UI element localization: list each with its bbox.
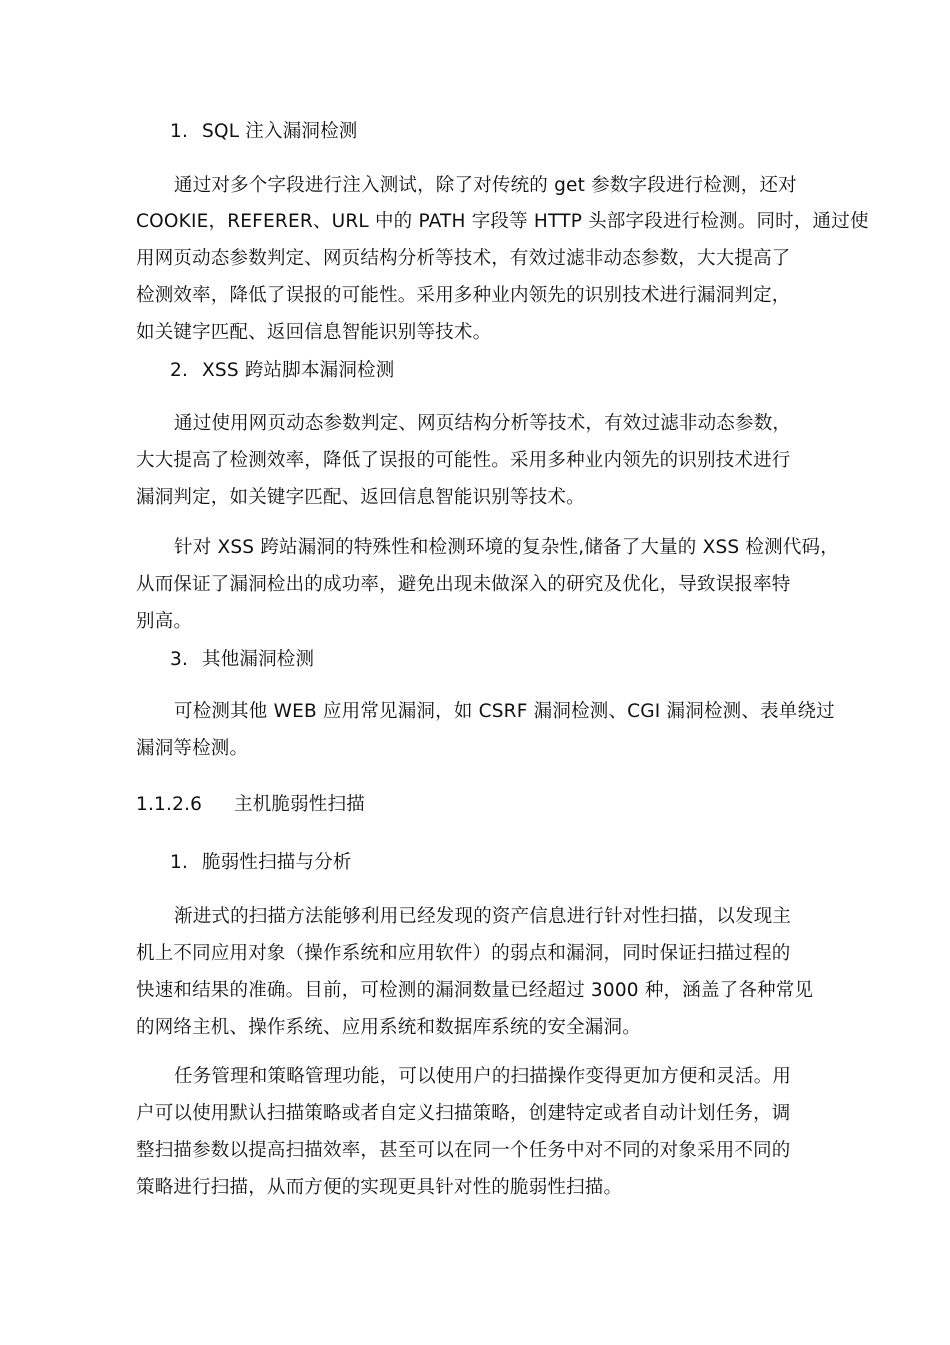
host-scan-paragraph-line: 机上不同应用对象（操作系统和应用软件）的弱点和漏洞，同时保证扫描过程的 <box>136 943 791 964</box>
xss-paragraph-line: 通过使用网页动态参数判定、网页结构分析等技术，有效过滤非动态参数， <box>174 413 792 434</box>
sql-paragraph-line: COOKIE，REFERER、URL 中的 PATH 字段等 HTTP 头部字段进行检测。同时，通过使 <box>136 211 869 232</box>
xss-paragraph-line: 针对 XSS 跨站漏洞的特殊性和检测环境的复杂性,储备了大量的 XSS 检测代码， <box>174 537 839 558</box>
xss-paragraph-line: 大大提高了检测效率，降低了误报的可能性。采用多种业内领先的识别技术进行 <box>136 450 791 471</box>
host-scan-paragraph-line: 整扫描参数以提高扫描效率，甚至可以在同一个任务中对不同的对象采用不同的 <box>136 1140 791 1161</box>
other-paragraph-line: 可检测其他 WEB 应用常见漏洞，如 CSRF 漏洞检测、CGI 漏洞检测、表单绕过 <box>174 701 835 722</box>
other-heading <box>170 648 314 672</box>
host-scan-paragraph-line: 户可以使用默认扫描策略或者自定义扫描策略，创建特定或者自动计划任务，调 <box>136 1103 791 1124</box>
sql-heading-number: 1. <box>170 121 189 142</box>
host-scan-heading-number: 1.1.2.6 <box>136 794 203 815</box>
xss-paragraph-line: 漏洞判定，如关键字匹配、返回信息智能识别等技术。 <box>136 487 585 508</box>
sql-paragraph-line: 如关键字匹配、返回信息智能识别等技术。 <box>136 322 492 343</box>
host-scan-paragraph-line: 任务管理和策略管理功能，可以使用户的扫描操作变得更加方便和灵活。用 <box>174 1066 792 1087</box>
host-scan-paragraph-line: 策略进行扫描，从而方便的实现更具针对性的脆弱性扫描。 <box>136 1177 623 1198</box>
xss-heading-title: XSS 跨站脚本漏洞检测 <box>202 360 395 381</box>
xss-heading-number: 2. <box>170 360 189 381</box>
vuln-scan-subheading-number: 1. <box>170 852 189 873</box>
xss-paragraph-line: 从而保证了漏洞检出的成功率，避免出现未做深入的研究及优化，导致误报率特 <box>136 574 791 595</box>
other-paragraph-line: 漏洞等检测。 <box>136 738 249 759</box>
host-scan-paragraph-line: 的网络主机、操作系统、应用系统和数据库系统的安全漏洞。 <box>136 1017 641 1038</box>
sql-paragraph-line: 用网页动态参数判定、网页结构分析等技术，有效过滤非动态参数，大大提高了 <box>136 248 791 269</box>
host-scan-paragraph-line: 快速和结果的准确。目前，可检测的漏洞数量已经超过 3000 种，涵盖了各种常见 <box>136 980 814 1001</box>
host-scan-paragraph-line: 渐进式的扫描方法能够利用已经发现的资产信息进行针对性扫描，以发现主 <box>174 906 792 927</box>
sql-paragraph-line: 检测效率，降低了误报的可能性。采用多种业内领先的识别技术进行漏洞判定， <box>136 285 791 306</box>
other-heading-number: 3. <box>170 649 189 670</box>
vuln-scan-subheading-title: 脆弱性扫描与分析 <box>202 852 352 873</box>
xss-heading <box>170 359 394 383</box>
host-scan-heading <box>136 793 365 817</box>
sql-heading <box>170 120 358 144</box>
xss-paragraph-line: 别高。 <box>136 611 193 632</box>
vuln-scan-subheading <box>170 851 352 875</box>
sql-paragraph-line: 通过对多个字段进行注入测试，除了对传统的 get 参数字段进行检测，还对 <box>174 175 797 196</box>
other-heading-title: 其他漏洞检测 <box>202 649 315 670</box>
sql-heading-title: SQL 注入漏洞检测 <box>202 121 358 142</box>
host-scan-heading-title: 主机脆弱性扫描 <box>234 794 365 815</box>
